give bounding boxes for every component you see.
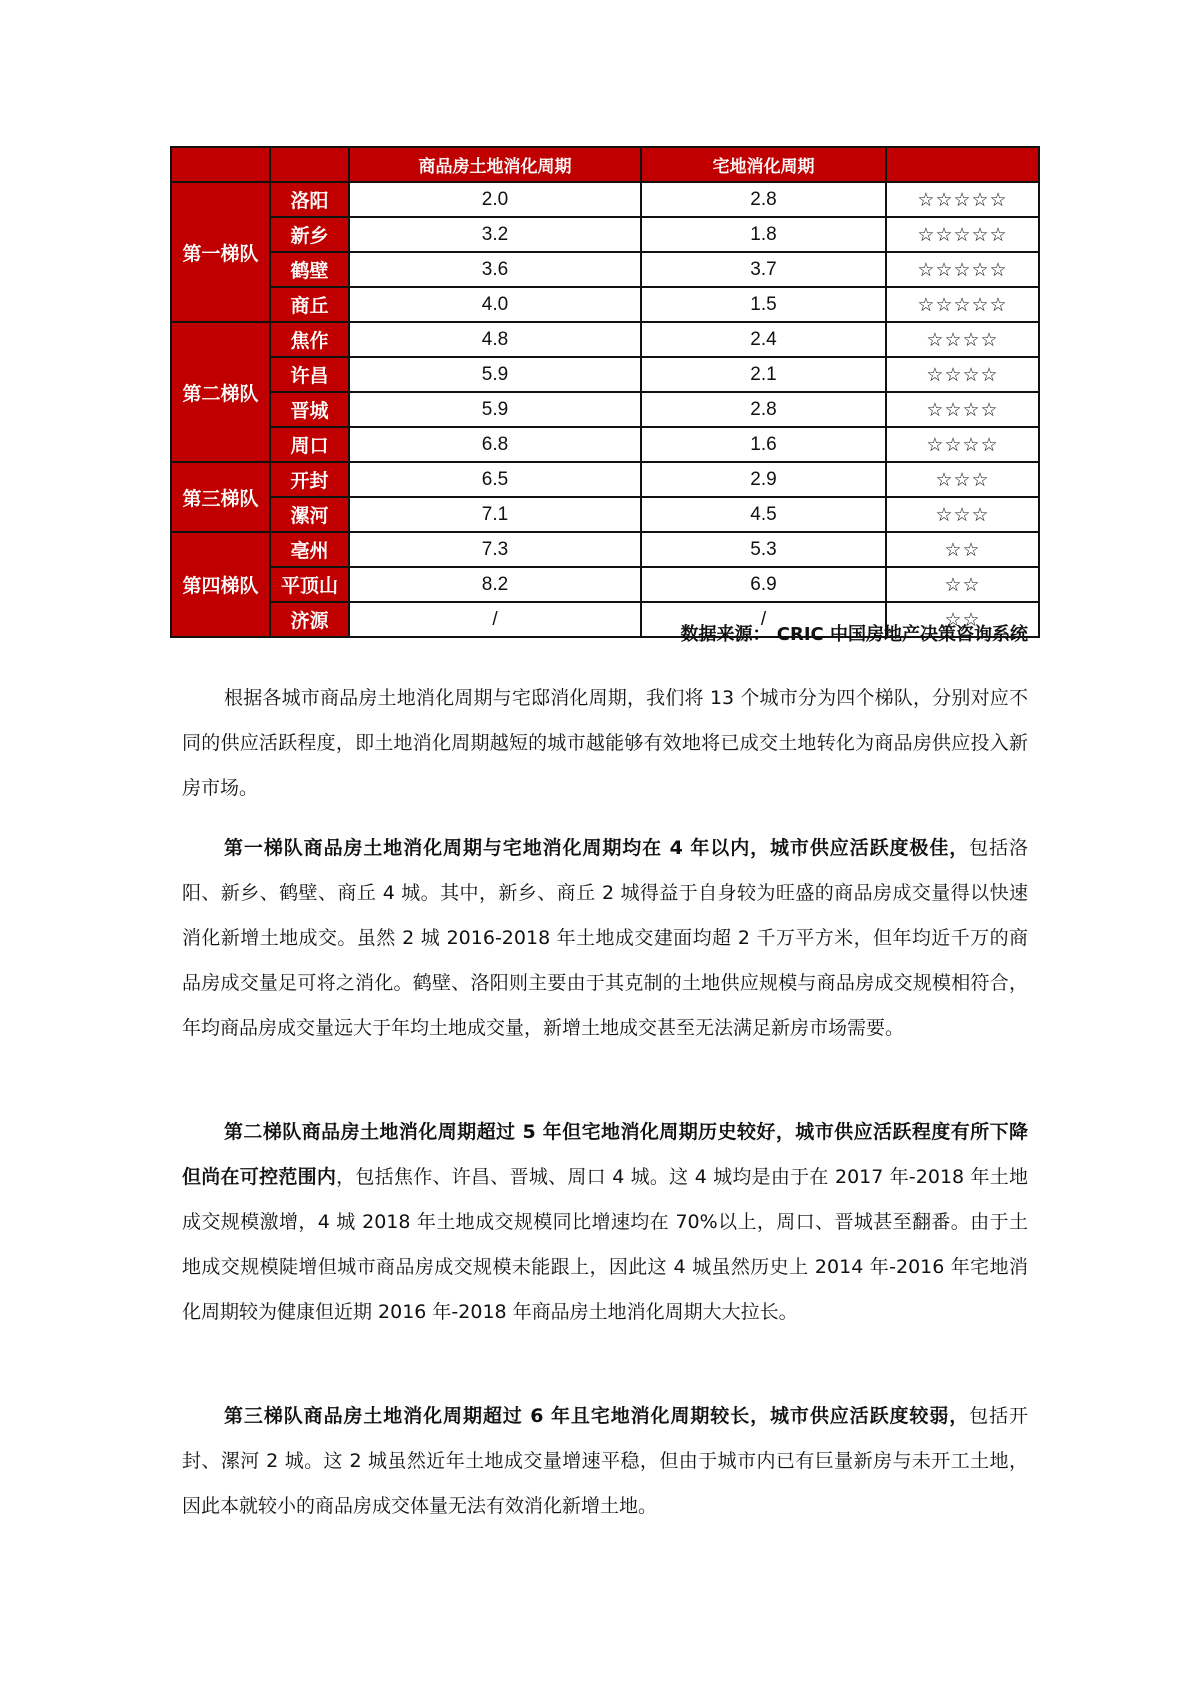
city-name: 商丘	[270, 287, 349, 322]
paragraph-text: 包括洛阳、新乡、鹤壁、商丘 4 城。其中，新乡、商丘 2 城得益于自身较为旺盛的商品房成交量得以快速消化新增土地成交。虽然 2 城 2016-2018 年土地成交建面均超 2 千万平方米，但年均近千万的商品房成交量足可将之消化。鹤壁、洛阳则主要由于其克制的土地供应规模与商品房成交规模相符合，年均商品房成交量远大于年均土地成交量，新增土地成交甚至无法满足新房市场需要。	[182, 837, 1028, 1039]
star-rating: ☆☆	[886, 532, 1039, 567]
land-cycle-value: 3.6	[349, 252, 641, 287]
land-cycle-value: 7.3	[349, 532, 641, 567]
city-name: 亳州	[270, 532, 349, 567]
housing-cycle-value: 6.9	[641, 567, 886, 602]
city-name: 周口	[270, 427, 349, 462]
star-rating: ☆☆☆☆☆	[886, 182, 1039, 217]
housing-cycle-value: 1.5	[641, 287, 886, 322]
header-tier	[171, 147, 270, 182]
land-cycle-value: 6.8	[349, 427, 641, 462]
city-name: 鹤壁	[270, 252, 349, 287]
table-row	[171, 287, 1039, 322]
star-rating: ☆☆☆	[886, 497, 1039, 532]
header-city	[270, 147, 349, 182]
table-row	[171, 392, 1039, 427]
city-name: 洛阳	[270, 182, 349, 217]
housing-cycle-value: 5.3	[641, 532, 886, 567]
housing-cycle-value: 2.8	[641, 182, 886, 217]
city-name: 济源	[270, 602, 349, 637]
paragraph-bold-lead: 第三梯队商品房土地消化周期超过 6 年且宅地消化周期较长，城市供应活跃度较弱，	[224, 1405, 970, 1427]
housing-cycle-value: 2.4	[641, 322, 886, 357]
land-cycle-value: 6.5	[349, 462, 641, 497]
paragraph-text: 根据各城市商品房土地消化周期与宅邸消化周期，我们将 13 个城市分为四个梯队，分别对应不同的供应活跃程度，即土地消化周期越短的城市越能够有效地将已成交土地转化为商品房供应投入新房市场。	[182, 687, 1028, 799]
tier-label: 第二梯队	[171, 322, 270, 462]
header-rating	[886, 147, 1039, 182]
land-cycle-value: /	[349, 602, 641, 637]
housing-cycle-value: /	[641, 602, 886, 637]
table-row	[171, 462, 1039, 497]
city-name: 漯河	[270, 497, 349, 532]
star-rating: ☆☆☆☆☆	[886, 217, 1039, 252]
land-cycle-value: 5.9	[349, 392, 641, 427]
table-row	[171, 532, 1039, 567]
star-rating: ☆☆☆☆	[886, 427, 1039, 462]
star-rating: ☆☆☆☆	[886, 322, 1039, 357]
land-cycle-value: 4.8	[349, 322, 641, 357]
land-cycle-value: 5.9	[349, 357, 641, 392]
housing-cycle-value: 2.1	[641, 357, 886, 392]
star-rating: ☆☆	[886, 602, 1039, 637]
star-rating: ☆☆☆	[886, 462, 1039, 497]
paragraph-bold-lead: 第二梯队商品房土地消化周期超过 5 年但宅地消化周期历史较好，城市供应活跃程度有所下降但尚在可控范围内	[182, 1121, 1028, 1188]
star-rating: ☆☆☆☆	[886, 392, 1039, 427]
paragraph-tier-three	[182, 1394, 1028, 1529]
table-row	[171, 497, 1039, 532]
tier-label: 第三梯队	[171, 462, 270, 532]
housing-cycle-value: 2.9	[641, 462, 886, 497]
star-rating: ☆☆	[886, 567, 1039, 602]
header-land-cycle: 商品房土地消化周期	[349, 147, 641, 182]
city-name: 许昌	[270, 357, 349, 392]
city-name: 平顶山	[270, 567, 349, 602]
table-row	[171, 427, 1039, 462]
housing-cycle-value: 1.8	[641, 217, 886, 252]
land-cycle-value: 2.0	[349, 182, 641, 217]
housing-cycle-value: 2.8	[641, 392, 886, 427]
tier-label: 第一梯队	[171, 182, 270, 322]
paragraph-intro	[182, 676, 1028, 811]
land-cycle-value: 4.0	[349, 287, 641, 322]
city-name: 新乡	[270, 217, 349, 252]
paragraph-tier-two	[182, 1110, 1028, 1335]
land-cycle-value: 7.1	[349, 497, 641, 532]
star-rating: ☆☆☆☆☆	[886, 287, 1039, 322]
land-cycle-value: 3.2	[349, 217, 641, 252]
paragraph-text: 包括开封、漯河 2 城。这 2 城虽然近年土地成交量增速平稳，但由于城市内已有巨量新房与未开工土地，因此本就较小的商品房成交体量无法有效消化新增土地。	[182, 1405, 1028, 1517]
star-rating: ☆☆☆☆☆	[886, 252, 1039, 287]
city-name: 晋城	[270, 392, 349, 427]
tier-table	[170, 146, 1040, 638]
star-rating: ☆☆☆☆	[886, 357, 1039, 392]
housing-cycle-value: 4.5	[641, 497, 886, 532]
header-housing-cycle: 宅地消化周期	[641, 147, 886, 182]
table-row	[171, 252, 1039, 287]
paragraph-tier-one	[182, 826, 1028, 1051]
table-row	[171, 217, 1039, 252]
paragraph-bold-lead: 第一梯队商品房土地消化周期与宅地消化周期均在 4 年以内，城市供应活跃度极佳，	[224, 837, 970, 859]
housing-cycle-value: 3.7	[641, 252, 886, 287]
table-row	[171, 567, 1039, 602]
table-header-row	[171, 147, 1039, 182]
housing-cycle-value: 1.6	[641, 427, 886, 462]
table-row	[171, 182, 1039, 217]
tier-label: 第四梯队	[171, 532, 270, 637]
table-row	[171, 357, 1039, 392]
paragraph-text: ，包括焦作、许昌、晋城、周口 4 城。这 4 城均是由于在 2017 年-2018 年土地成交规模激增，4 城 2018 年土地成交规模同比增速均在 70%以上，周口、晋城甚至翻番。由于土地成交规模陡增但城市商品房成交规模未能跟上，因此这 4 城虽然历史上 2014 年-2016 年宅地消化周期较为健康但近期 2016 年-2018 年商品房土地消化周期大大拉长。	[182, 1166, 1028, 1323]
city-name: 焦作	[270, 322, 349, 357]
data-source-note: 数据来源： CRIC 中国房地产决策咨询系统	[680, 624, 1028, 645]
city-name: 开封	[270, 462, 349, 497]
land-cycle-value: 8.2	[349, 567, 641, 602]
table-row	[171, 322, 1039, 357]
